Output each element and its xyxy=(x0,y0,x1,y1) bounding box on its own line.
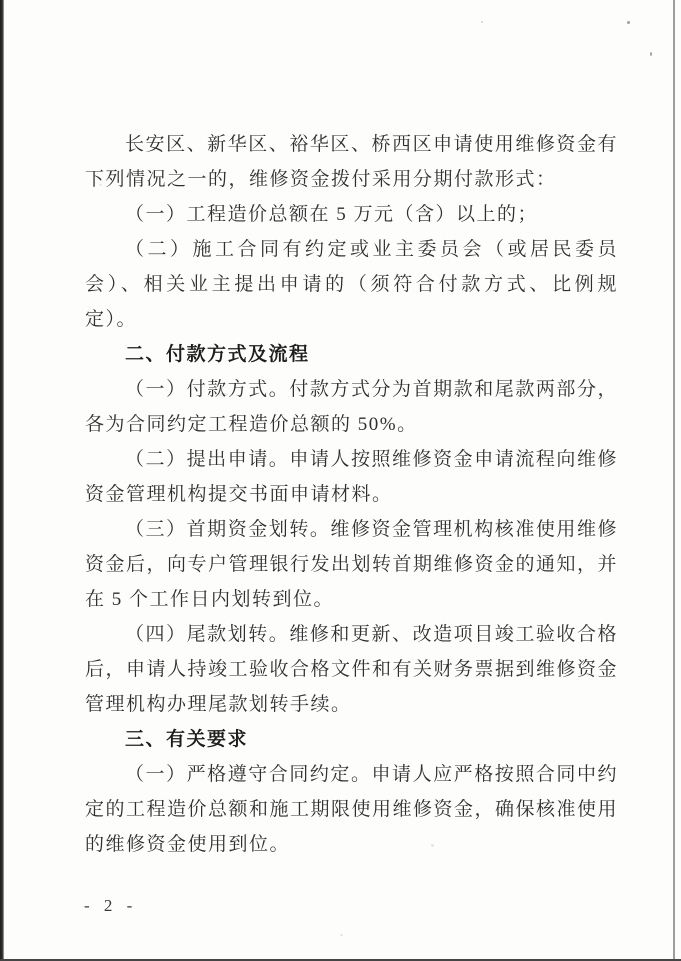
page-number: - 2 - xyxy=(84,896,138,915)
document-body xyxy=(85,127,618,862)
scan-speck xyxy=(481,21,483,23)
scan-speck xyxy=(431,844,434,847)
scan-left-edge xyxy=(0,0,4,961)
section-heading: 二、付款方式及流程 xyxy=(125,344,310,365)
paragraph: （二）提出申请。申请人按照维修资金申请流程向维修资金管理机构提交书面申请材料。 xyxy=(85,449,618,505)
scan-speck xyxy=(650,52,652,56)
paragraph: 长安区、新华区、裕华区、桥西区申请使用维修资金有下列情况之一的，维修资金拨付采用分期付款形式： xyxy=(85,134,618,190)
scan-speck xyxy=(99,184,102,186)
paragraph: （二）施工合同有约定或业主委员会（或居民委员会）、相关业主提出申请的（须符合付款方式、比例规定）。 xyxy=(85,239,618,330)
scan-speck xyxy=(627,21,630,24)
paragraph: （四）尾款划转。维修和更新、改造项目竣工验收合格后，申请人持竣工验收合格文件和有关财务票据到维修资金管理机构办理尾款划转手续。 xyxy=(85,624,619,715)
scan-speck xyxy=(218,393,228,396)
scan-right-edge-line xyxy=(673,0,675,961)
paragraph: （一）付款方式。付款方式分为首期款和尾款两部分，各为合同约定工程造价总额的 50%。 xyxy=(85,379,618,435)
paragraph: （三）首期资金划转。维修资金管理机构核准使用维修资金后，向专户管理银行发出划转首期维修资金的通知，并在 5 个工作日内划转到位。 xyxy=(85,519,619,610)
scan-speck xyxy=(340,934,343,936)
section-heading: 三、有关要求 xyxy=(125,729,249,750)
paragraph: （一）严格遵守合同约定。申请人应严格按照合同中约定的工程造价总额和施工期限使用维修资金，确保核准使用的维修资金使用到位。 xyxy=(85,764,619,855)
paragraph: （一）工程造价总额在 5 万元（含）以上的； xyxy=(125,204,539,225)
